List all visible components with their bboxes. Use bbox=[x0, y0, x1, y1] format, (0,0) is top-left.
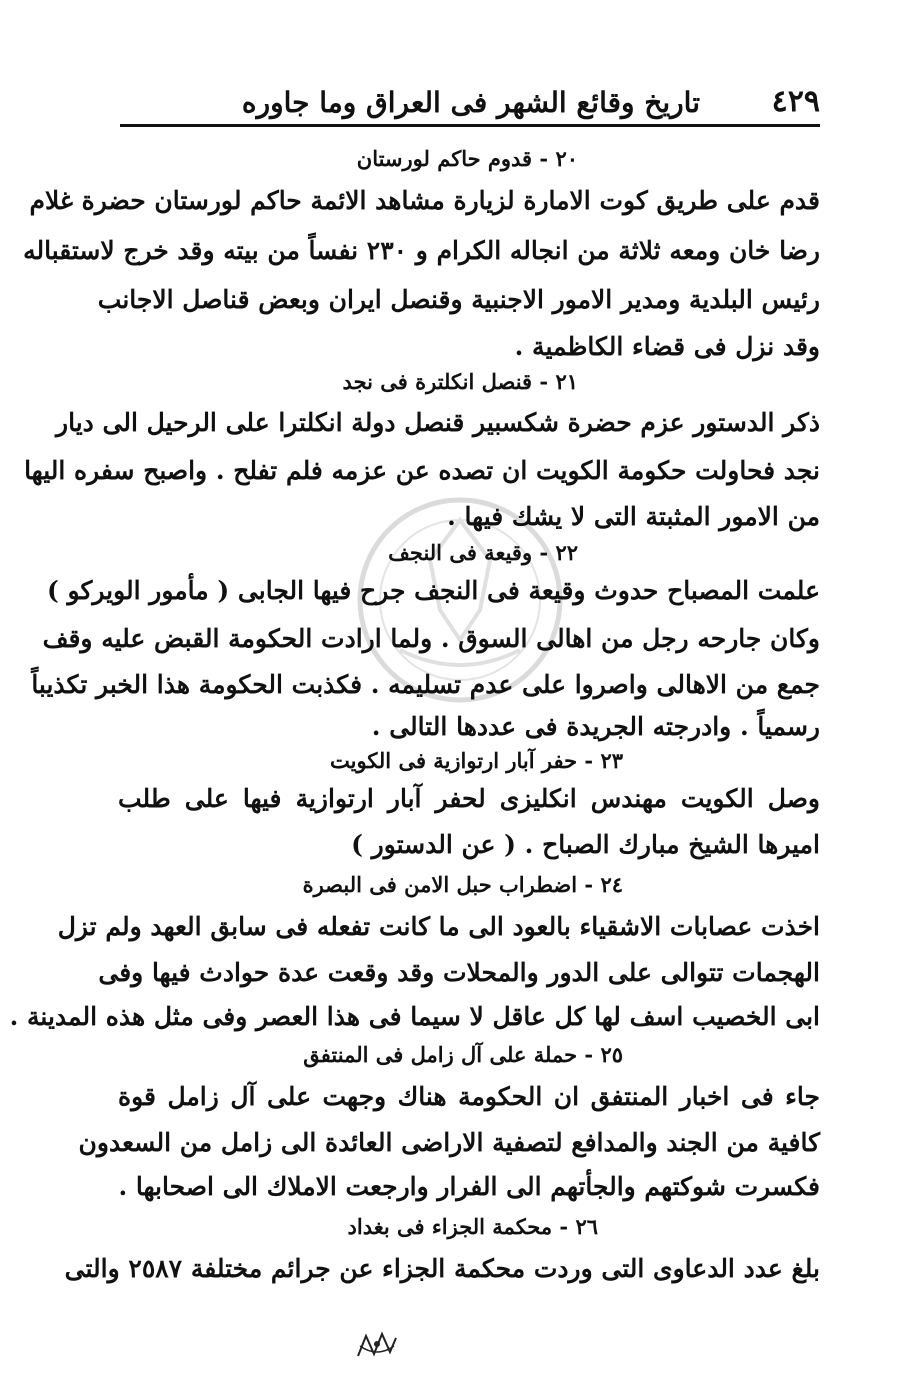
running-title: تاريخ وقائع الشهر فى العراق وما جاوره bbox=[241, 86, 700, 119]
section-heading: ٢١ - قنصل انكلترة فى نجد bbox=[342, 369, 578, 394]
section-heading: ٢٦ - محكمة الجزاء فى بغداد bbox=[347, 1214, 598, 1239]
ornament-icon bbox=[352, 1328, 402, 1362]
text-line: ابى الخصيب اسف لها كل عاقل لا سيما فى هذا العصر وفى مثل هذه المدينة . bbox=[9, 1002, 820, 1031]
text-line: نجد فحاولت حكومة الكويت ان تصده عن عزمه فلم تفلح . واصبح سفره اليها bbox=[24, 456, 820, 485]
text-line: اخذت عصابات الاشقياء بالعود الى ما كانت تفعله فى سابق العهد ولم تزل bbox=[57, 912, 820, 941]
text-line: قدم على طريق كوت الامارة لزيارة مشاهد الائمة حاكم لورستان حضرة غلام bbox=[29, 186, 820, 215]
text-line: من الامور المثبتة التى لا يشك فيها . bbox=[447, 502, 820, 531]
section-heading: ٢٢ - وقيعة فى النجف bbox=[388, 540, 578, 565]
text-line: وكان جارحه رجل من اهالى السوق . ولما ارادت الحكومة القبض عليه وقف bbox=[42, 624, 820, 653]
text-line: وقد نزل فى قضاء الكاظمية . bbox=[514, 332, 820, 361]
text-line: فكسرت شوكتهم والجأتهم الى الفرار وارجعت الاملاك الى اصحابها . bbox=[118, 1172, 820, 1201]
page-header bbox=[120, 78, 820, 124]
text-line: الهجمات تتوالى على الدور والمحلات وقد وقعت عدة حوادث فيها وفى bbox=[98, 958, 820, 987]
text-line: ذكر الدستور عزم حضرة شكسبير قنصل دولة انكلترا على الرحيل الى ديار bbox=[56, 408, 820, 437]
text-line: رئيس البلدية ومدير الامور الاجنبية وقنصل ايران وبعض قناصل الاجانب bbox=[97, 285, 820, 314]
text-line: اميرها الشيخ مبارك الصباح . ( عن الدستور ) bbox=[351, 830, 820, 859]
text-line: كافية من الجند والمدافع لتصفية الاراضى العائدة الى زامل من السعدون bbox=[78, 1128, 820, 1157]
text-line: رضا خان ومعه ثلاثة من انجاله الكرام و ٢٣٠ نفساً من بيته وقد خرج لاستقباله bbox=[23, 236, 820, 265]
text-line: بلغ عدد الدعاوى التى وردت محكمة الجزاء عن جرائم مختلفة ٢٥٨٧ والتى bbox=[64, 1254, 820, 1283]
text-line: جمع من الاهالى واصروا على عدم تسليمه . فكذبت الحكومة هذا الخبر تكذيباً bbox=[31, 670, 820, 699]
section-heading: ٢٤ - اضطراب حبل الامن فى البصرة bbox=[302, 872, 623, 897]
page-number: ٤٢٩ bbox=[771, 84, 820, 119]
text-line: رسمياً . وادرجته الجريدة فى عددها التالى . bbox=[371, 712, 820, 741]
section-heading: ٢٠ - قدوم حاكم لورستان bbox=[356, 146, 578, 171]
section-heading: ٢٣ - حفر آبار ارتوازية فى الكويت bbox=[330, 748, 623, 773]
text-line: جاء فى اخبار المنتفق ان الحكومة هناك وجهت على آل زامل قوة bbox=[118, 1082, 820, 1111]
text-line: علمت المصباح حدوث وقيعة فى النجف جرح فيها الجابى ( مأمور الويركو ) bbox=[47, 576, 820, 605]
text-line: وصل الكويت مهندس انكليزى لحفر آبار ارتوازية فيها على طلب bbox=[118, 784, 820, 813]
section-heading: ٢٥ - حملة على آل زامل فى المنتفق bbox=[303, 1042, 623, 1067]
header-rule bbox=[120, 124, 820, 127]
